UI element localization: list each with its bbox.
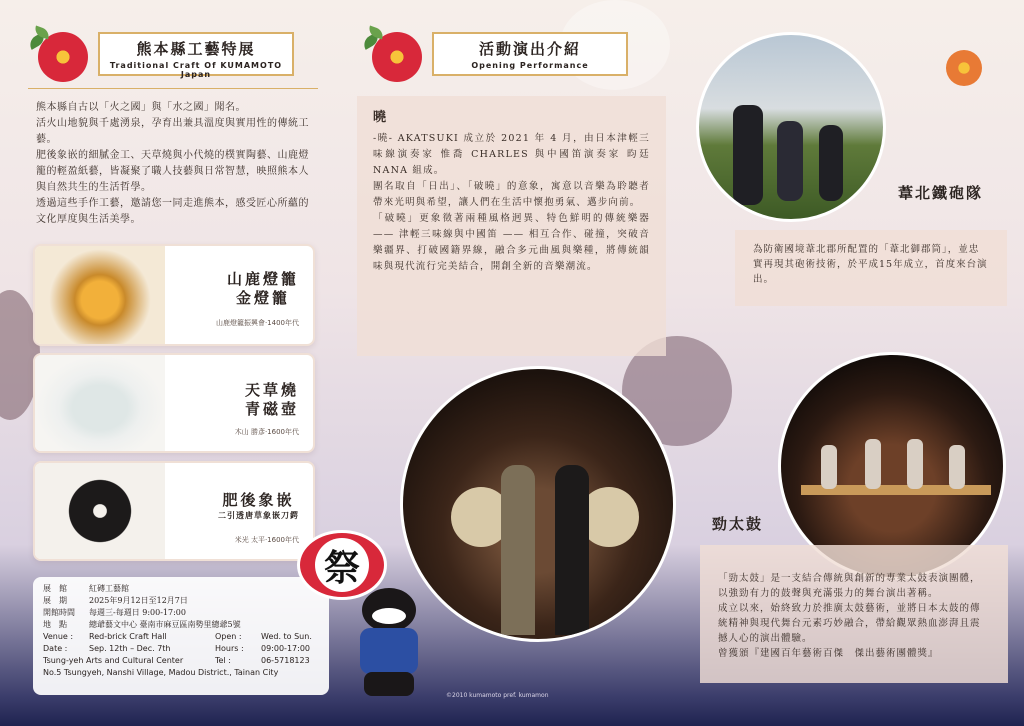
taiko-paragraph: 曾獲頒『建國百年藝術百傑 傑出藝術團體獎』 (718, 648, 939, 659)
akatsuki-paragraph: 「破曉」更象徵著兩種風格迥異、特色鮮明的傳統樂器 —— 津輕三味線與中國笛 —— 相互合作、碰撞，突破音樂疆界、打破國籍界線，融合多元曲風與樂種，將傳統韻味與現代流行完美結合，開創全新的音樂潮流。 (373, 213, 650, 272)
akatsuki-paragraph: -曉- AKATSUKI 成立於 2021 年 4 月，由日本津輕三味線演奏家 惟喬 CHARLES 與中國笛演奏家 昀廷 NANA 組成。 (373, 133, 650, 176)
craft-credit: 米光 太平·1600年代 (234, 536, 299, 544)
akatsuki-paragraph: 團名取自「日出」、「破曉」的意象，寓意以音樂為聆聽者帶來光明與希望，讓人們在生活中懷抱勇氣、邁步向前。 (373, 181, 650, 208)
taiko-paragraph: 成立以來，始終致力於推廣太鼓藝術，並將日本太鼓的傳統精神與現代舞台元素巧妙融合，帶給觀眾熱血澎湃且震撼人心的演出體驗。 (718, 603, 981, 644)
matchlock-troop-text: 為防衛國境葦北郡所配置的「葦北御郡筒」，並忠實再現其砲術技術，於平成15年成立，首度來台演出。 (753, 244, 988, 285)
matchlock-troop-photo (696, 32, 886, 222)
mascot-bear-icon (350, 588, 428, 698)
intro-paragraph: 透過這些手作工藝，邀請您一同走進熊本，感受匠心所蘊的文化厚度與生活美學。 (36, 198, 309, 225)
copyright: ©2010 kumamoto pref. kumamon (446, 692, 549, 699)
address-en: No.5 Tsungyeh, Nanshi Village, Madou District., Tainan City (43, 668, 279, 677)
craft-intro (36, 100, 316, 228)
performer-right (555, 465, 589, 635)
craft-name (227, 270, 299, 308)
intro-paragraph: 活火山地貌與千處湧泉，孕育出兼具溫度與實用性的傳統工藝。 (36, 118, 309, 145)
camellia-flower-icon (372, 32, 422, 82)
craft-name-line2: 青磁壺 (244, 400, 299, 418)
taiko-group-description (700, 545, 1008, 683)
akatsuki-photo (400, 366, 676, 642)
craft-name-line1: 山鹿燈籠 (226, 270, 299, 288)
craft-title-zh: 熊本縣工藝特展 (136, 40, 256, 58)
info-row: 開館時間 每週三-每週日 9:00-17:00 (43, 608, 186, 617)
gunner-figure (819, 125, 843, 201)
craft-title-en: Traditional Craft Of KUMAMOTO Japan (109, 61, 283, 79)
craft-name-line2: 金燈籠 (235, 289, 290, 307)
exhibition-info (33, 577, 329, 695)
small-flower-icon (946, 50, 982, 86)
taiko-group-name: 勁太鼓 (712, 515, 764, 533)
taiko-paragraph: 「勁太鼓」是一支結合傳統與創新的專業太鼓表演團體，以強勁有力的鼓聲與充滿張力的舞台演出著稱。 (718, 573, 981, 599)
drummer-figure (949, 445, 965, 489)
camellia-flower-icon (38, 32, 88, 82)
craft-credit: 山鹿燈籠振興會·1400年代 (215, 319, 299, 327)
drummer-figure (907, 439, 923, 489)
intro-paragraph: 肥後象嵌的細膩金工、天草燒與小代燒的樸實陶藝、山鹿燈籠的輕盈紙藝，皆凝聚了職人技藝與日常智慧，映照熊本人與自然共生的生活哲學。 (36, 150, 309, 193)
divider (28, 88, 318, 89)
matsuri-char: 祭 (315, 538, 369, 592)
craft-card-inlay (33, 461, 315, 561)
info-en-block: Venue : Red-brick Craft Hall Open : Wed. to Sun. Date : Sep. 12th – Dec. 7th Hours : 09:00-17:00 Tsung-yeh Arts and Cultural Center Tel : 06-5718123 No.5 Tsungyeh, Nanshi Village, Madou District., Tainan City (43, 631, 319, 679)
craft-name (218, 491, 299, 521)
craft-name-sub: 二引透唐草象嵌刀鍔 (218, 510, 299, 520)
info-row: 展 館 紅磚工藝館 (43, 584, 129, 593)
porcelain-photo (35, 355, 165, 451)
performance-section-title (432, 32, 628, 76)
gunner-figure (777, 121, 803, 201)
akatsuki-description (357, 96, 666, 356)
craft-card-porcelain (33, 353, 315, 453)
matchlock-troop-name: 葦北鐵砲隊 (898, 184, 984, 202)
intro-paragraph: 熊本縣自古以「火之國」與「水之國」聞名。 (36, 102, 246, 113)
craft-name-line1: 天草燒 (244, 381, 299, 399)
matchlock-troop-description (735, 230, 1007, 306)
craft-name (245, 381, 299, 419)
craft-credit: 木山 勝彥·1600年代 (234, 428, 299, 436)
craft-card-lantern (33, 244, 315, 346)
tsuba-photo (35, 463, 165, 559)
drummer-figure (865, 439, 881, 489)
gunner-figure (733, 105, 763, 205)
craft-section-title (98, 32, 294, 79)
lantern-photo (35, 246, 165, 344)
akatsuki-heading: 曉 (373, 110, 387, 125)
drummer-figure (821, 445, 837, 489)
info-row: 地 點 總爺藝文中心 臺南市麻豆區南勢里總爺5號 (43, 620, 241, 629)
craft-name-line1: 肥後象嵌 (222, 491, 295, 509)
performer-left (501, 465, 535, 635)
performance-title-zh: 活動演出介紹 (478, 40, 581, 58)
info-row: 展 期 2025年9月12日至12月7日 (43, 596, 188, 605)
performance-title-en: Opening Performance (471, 61, 589, 70)
